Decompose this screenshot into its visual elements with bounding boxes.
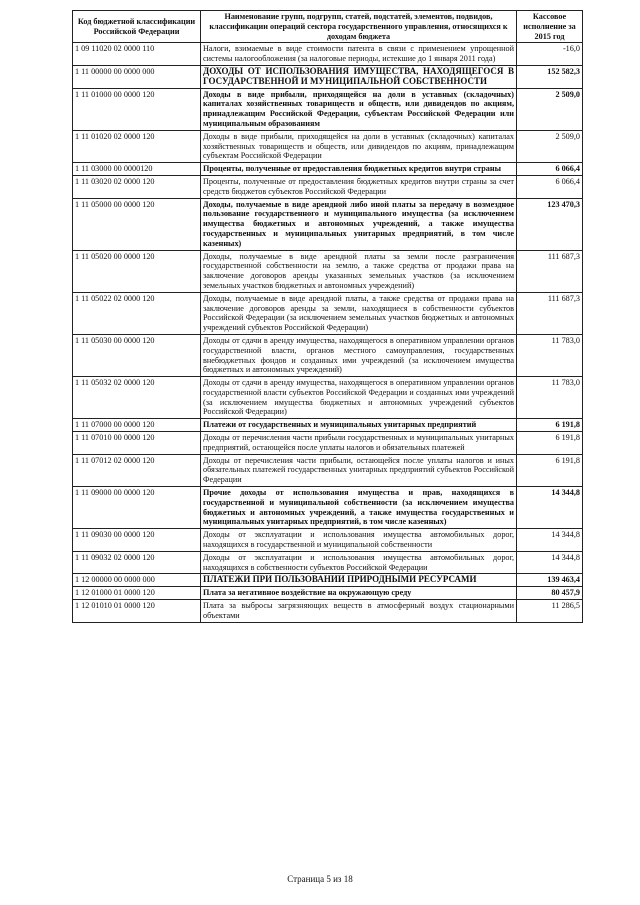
cell-code: 1 11 07012 02 0000 120 <box>73 454 201 486</box>
cell-amount: 2 509,0 <box>517 130 583 162</box>
cell-name: Налоги, взимаемые в виде стоимости патента в связи с применением упрощенной системы налогообложения (за налоговые периоды, истекшие до 1 января 2011 года) <box>201 43 517 66</box>
table-row <box>73 487 583 529</box>
cell-name: Доходы, получаемые в виде арендной либо иной платы за передачу в возмездное пользование государственного и муниципального имущества (за исключением имущества бюджетных и автономных учреждений, а также имущества государственных и муниципальных унитарных предприятий, в том числе казенных) <box>201 198 517 250</box>
table-row <box>73 250 583 292</box>
cell-name: Доходы от сдачи в аренду имущества, находящегося в оперативном управлении органов государственной власти субъектов Российской Федерации и созданных ими учреждений (за исключением имущества бюджетных и автономных учреждений субъектов Российской Федерации) <box>201 377 517 419</box>
table-row <box>73 574 583 587</box>
cell-name: ДОХОДЫ ОТ ИСПОЛЬЗОВАНИЯ ИМУЩЕСТВА, НАХОДЯЩЕГОСЯ В ГОСУДАРСТВЕННОЙ И МУНИЦИПАЛЬНОЙ СОБСТВЕННОСТИ <box>201 65 517 88</box>
table-row <box>73 600 583 623</box>
cell-name: Плата за выбросы загрязняющих веществ в атмосферный воздух стационарными объектами <box>201 600 517 623</box>
cell-amount: 6 191,8 <box>517 432 583 455</box>
table-row <box>73 198 583 250</box>
cell-code: 1 12 01010 01 0000 120 <box>73 600 201 623</box>
cell-amount: 14 344,8 <box>517 551 583 574</box>
cell-amount: 14 344,8 <box>517 529 583 552</box>
table-row <box>73 88 583 130</box>
cell-amount: 6 191,8 <box>517 419 583 432</box>
cell-code: 1 11 01020 02 0000 120 <box>73 130 201 162</box>
cell-code: 1 11 03000 00 0000120 <box>73 163 201 176</box>
cell-amount: 111 687,3 <box>517 292 583 334</box>
cell-code: 1 11 00000 00 0000 000 <box>73 65 201 88</box>
header-name: Наименование групп, подгрупп, статей, подстатей, элементов, подвидов, классификации операций сектора государственного управления, относящихся к доходам бюджета <box>201 11 517 43</box>
cell-name: Доходы от сдачи в аренду имущества, находящегося в оперативном управлении органов государственной власти, органов местного самоуправления, государственных внебюджетных фондов и созданных ими учреждений (за исключением имущества бюджетных и автономных учреждений) <box>201 334 517 376</box>
cell-amount: 111 687,3 <box>517 250 583 292</box>
cell-code: 1 11 07010 00 0000 120 <box>73 432 201 455</box>
table-row <box>73 432 583 455</box>
table-row <box>73 163 583 176</box>
cell-name: Доходы в виде прибыли, приходящейся на доли в уставных (складочных) капиталах хозяйственных товариществ и обществ, или дивидендов по акциям, принадлежащим Российской Федерации, субъектам Российской Федерации или муниципальным образованиям <box>201 88 517 130</box>
cell-amount: 152 582,3 <box>517 65 583 88</box>
cell-amount: -16,0 <box>517 43 583 66</box>
cell-name: Проценты, полученные от предоставления бюджетных кредитов внутри страны <box>201 163 517 176</box>
cell-code: 1 12 01000 01 0000 120 <box>73 587 201 600</box>
cell-code: 1 11 09000 00 0000 120 <box>73 487 201 529</box>
table-row <box>73 529 583 552</box>
cell-name: Проценты, полученные от предоставления бюджетных кредитов внутри страны за счет средств бюджетов субъектов Российской Федерации <box>201 175 517 198</box>
cell-code: 1 09 11020 02 0000 110 <box>73 43 201 66</box>
cell-code: 1 11 05020 00 0000 120 <box>73 250 201 292</box>
table-row <box>73 334 583 376</box>
cell-code: 1 11 09030 00 0000 120 <box>73 529 201 552</box>
cell-code: 1 11 07000 00 0000 120 <box>73 419 201 432</box>
table-row <box>73 419 583 432</box>
cell-amount: 80 457,9 <box>517 587 583 600</box>
cell-amount: 6 066,4 <box>517 175 583 198</box>
budget-table <box>72 10 583 623</box>
cell-name: Платежи от государственных и муниципальных унитарных предприятий <box>201 419 517 432</box>
table-row <box>73 587 583 600</box>
table-row <box>73 65 583 88</box>
table-row <box>73 43 583 66</box>
table-row <box>73 130 583 162</box>
cell-code: 1 11 05022 02 0000 120 <box>73 292 201 334</box>
cell-name: Доходы от перечисления части прибыли, остающейся после уплаты налогов и иных обязательных платежей государственных унитарных предприятий субъектов Российской Федерации <box>201 454 517 486</box>
page-number: Страница 5 из 18 <box>287 874 353 884</box>
table-row <box>73 377 583 419</box>
cell-code: 1 11 09032 02 0000 120 <box>73 551 201 574</box>
cell-amount: 14 344,8 <box>517 487 583 529</box>
cell-amount: 2 509,0 <box>517 88 583 130</box>
cell-amount: 123 470,3 <box>517 198 583 250</box>
cell-amount: 11 783,0 <box>517 377 583 419</box>
cell-code: 1 11 05030 00 0000 120 <box>73 334 201 376</box>
cell-code: 1 11 05000 00 0000 120 <box>73 198 201 250</box>
cell-name: Доходы, получаемые в виде арендной платы за земли после разграничения государственной собственности на землю, а также средства от продажи права на заключение договоров аренды указанных земельных участков (за исключением земельных участков бюджетных и автономных учреждений) <box>201 250 517 292</box>
cell-code: 1 11 05032 02 0000 120 <box>73 377 201 419</box>
cell-name: Доходы, получаемые в виде арендной платы, а также средства от продажи права на заключение договоров аренды за земли, находящиеся в собственности субъектов Российской Федерации (за исключением земельных участков бюджетных и автономных учреждений субъектов Российской Федерации) <box>201 292 517 334</box>
document-sheet <box>72 10 582 623</box>
cell-name: ПЛАТЕЖИ ПРИ ПОЛЬЗОВАНИИ ПРИРОДНЫМИ РЕСУРСАМИ <box>201 574 517 587</box>
cell-name: Плата за негативное воздействие на окружающую среду <box>201 587 517 600</box>
table-row <box>73 292 583 334</box>
cell-name: Доходы от эксплуатации и использования имущества автомобильных дорог, находящихся в собственности субъектов Российской Федерации <box>201 551 517 574</box>
cell-code: 1 12 00000 00 0000 000 <box>73 574 201 587</box>
header-amount: Кассовое исполнение за 2015 год <box>517 11 583 43</box>
cell-code: 1 11 03020 02 0000 120 <box>73 175 201 198</box>
table-row <box>73 551 583 574</box>
cell-name: Прочие доходы от использования имущества и прав, находящихся в государственной и муниципальной собственности (за исключением имущества бюджетных и автономных учреждений, а также имущества государственных и муниципальных унитарных предприятий, в том числе казенных) <box>201 487 517 529</box>
table-row <box>73 175 583 198</box>
cell-amount: 11 783,0 <box>517 334 583 376</box>
cell-name: Доходы в виде прибыли, приходящейся на доли в уставных (складочных) капиталах хозяйственных товариществ и обществ, или дивидендов по акциям, принадлежащим субъектам Российской Федерации <box>201 130 517 162</box>
header-code: Код бюджетной классификации Российской Федерации <box>73 11 201 43</box>
table-header-row <box>73 11 583 43</box>
cell-code: 1 11 01000 00 0000 120 <box>73 88 201 130</box>
table-row <box>73 454 583 486</box>
cell-name: Доходы от перечисления части прибыли государственных и муниципальных унитарных предприятий, остающейся после уплаты налогов и обязательных платежей <box>201 432 517 455</box>
cell-amount: 139 463,4 <box>517 574 583 587</box>
cell-amount: 6 191,8 <box>517 454 583 486</box>
cell-amount: 11 286,5 <box>517 600 583 623</box>
cell-name: Доходы от эксплуатации и использования имущества автомобильных дорог, находящихся в государственной и муниципальной собственности <box>201 529 517 552</box>
cell-amount: 6 066,4 <box>517 163 583 176</box>
